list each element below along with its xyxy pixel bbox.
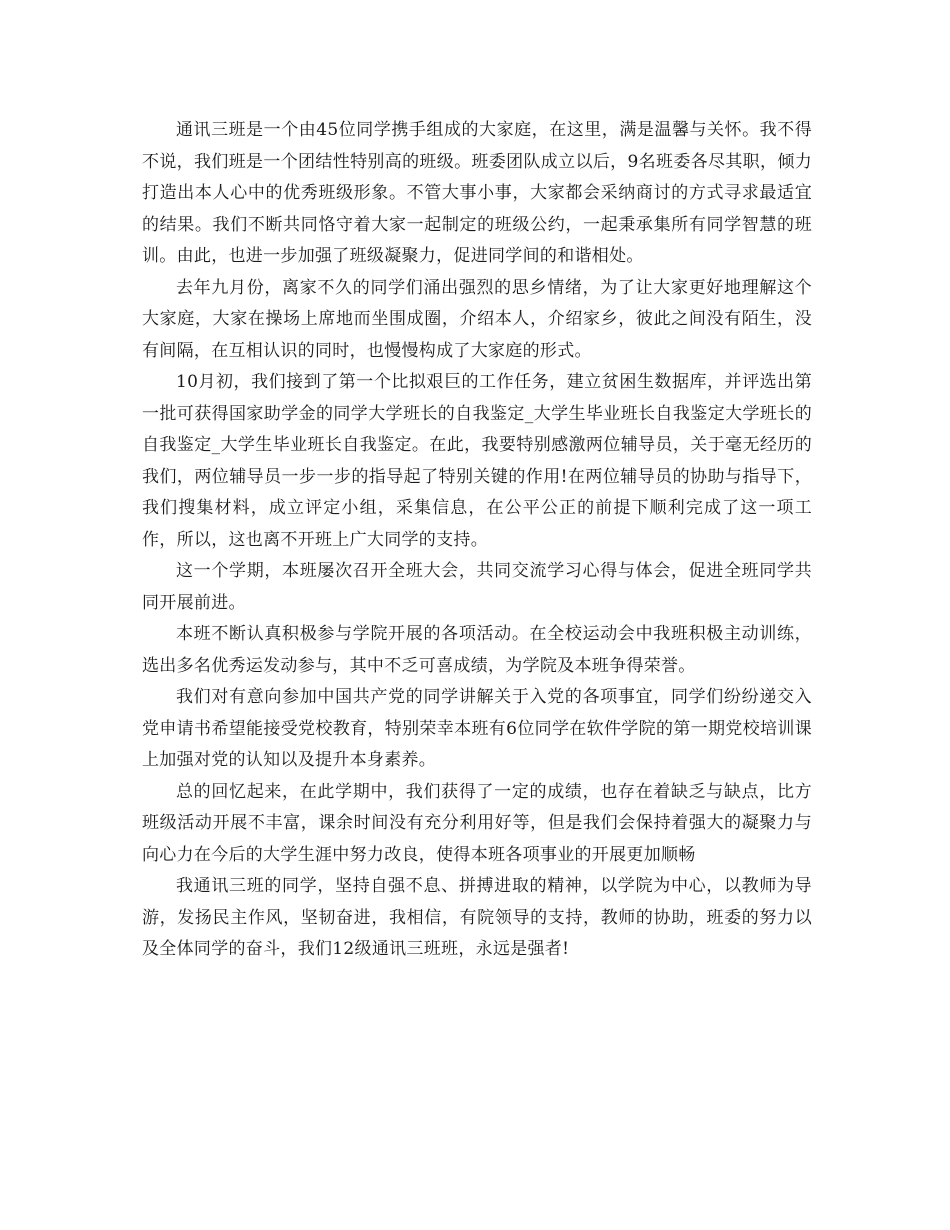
paragraph-intro: 通讯三班是一个由45位同学携手组成的大家庭，在这里，满是温馨与关怀。我不得不说，我们班是一个团结性特别高的班级。班委团队成立以后，9名班委各尽其职，倾力打造出本人心中的优秀班级形象。不管大事小事，大家都会采纳商讨的方式寻求最适宜的结果。我们不断共同恪守着大家一起制定的班级公约，一起秉承集所有同学智慧的班训。由此，也进一步加强了班级凝聚力，促进同学间的和谐相处。 xyxy=(142,120,812,266)
paragraph-september: 去年九月份，离家不久的同学们涌出强烈的思乡情绪，为了让大家更好地理解这个大家庭，大家在操场上席地而坐围成圈，介绍本人，介绍家乡，彼此之间没有陌生，没有间隔，在互相认识的同时，也慢慢构成了大家庭的形式。 xyxy=(142,277,812,361)
paragraph-conclusion: 我通讯三班的同学，坚持自强不息、拼搏进取的精神，以学院为中心，以教师为导游，发扬民主作风，坚韧奋进，我相信，有院领导的支持，教师的协助，班委的努力以及全体同学的奋斗，我们12级通讯三班班，永远是强者! xyxy=(142,876,812,959)
paragraph-summary: 总的回忆起来，在此学期中，我们获得了一定的成绩，也存在着缺乏与缺点，比方班级活动开展不丰富，课余时间没有充分利用好等，但是我们会保持着强大的凝聚力与向心力在今后的大学生涯中努力改良，使得本班各项事业的开展更加顺畅 xyxy=(142,781,812,865)
paragraph-party: 我们对有意向参加中国共产党的同学讲解关于入党的各项事宜，同学们纷纷递交入党申请书希望能接受党校教育，特别荣幸本班有6位同学在软件学院的第一期党校培训课上加强对党的认知以及提升本身素养。 xyxy=(142,687,812,770)
paragraph-october: 10月初，我们接到了第一个比拟艰巨的工作任务，建立贫困生数据库，并评选出第一批可获得国家助学金的同学大学班长的自我鉴定_大学生毕业班长自我鉴定大学班长的自我鉴定_大学生毕业班长自我鉴定。在此，我要特别感激两位辅导员，关于毫无经历的我们，两位辅导员一步一步的指导起了特别关键的作用!在两位辅导员的协助与指导下，我们搜集材料，成立评定小组，采集信息，在公平公正的前提下顺利完成了这一项工作，所以，这也离不开班上广大同学的支持。 xyxy=(142,372,812,550)
document-body xyxy=(142,115,812,966)
paragraph-semester: 这一个学期，本班屡次召开全班大会，共同交流学习心得与体会，促进全班同学共同开展前进。 xyxy=(142,561,812,613)
paragraph-activities: 本班不断认真积极参与学院开展的各项活动。在全校运动会中我班积极主动训练，选出多名优秀运发动参与，其中不乏可喜成绩，为学院及本班争得荣誉。 xyxy=(142,624,812,676)
